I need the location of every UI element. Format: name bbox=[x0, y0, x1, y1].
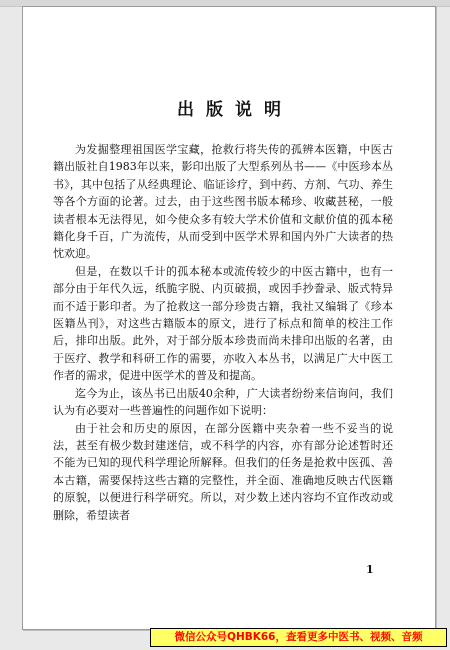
document-page bbox=[22, 6, 436, 630]
body-text bbox=[53, 141, 393, 524]
paragraph: 但是，在数以千计的孤本秘本或流传较少的中医古籍中，也有一部分由于年代久远，纸脆字脱、内页破损，或因手抄誊录、版式特异而不适于影印者。为了抢救这一部分珍贵古籍，我社又编辑了《珍本医籍丛刊》，对这些古籍版本的原文，进行了标点和简单的校注工作后，排印出版。此外，对于部分版本珍贵而尚未排印出版的名著，由于医疗、教学和科研工作的需要，亦收入本丛书，以满足广大中医工作者的需求，促进中医学术的普及和提高。 bbox=[53, 264, 393, 383]
page-number: 1 bbox=[366, 563, 374, 576]
paragraph: 迄今为止，该丛书已出版40余种，广大读者纷纷来信询问，我们认为有必要对一些普遍性的问题作如下说明： bbox=[53, 386, 393, 418]
paragraph: 为发掘整理祖国医学宝藏，抢救行将失传的孤辨本医籍，中医古籍出版社自1983年以来，影印出版了大型系列丛书——《中医珍本丛书》，其中包括了从经典理论、临证诊疗，到中药、方剂、气功、养生等各个方面的论著。过去，由于这些图书版本稀珍、收藏甚秘，一般读者根本无法得见，如今使众多有较大学术价值和文献价值的孤本秘籍化身千百，广为流传，从而受到中医学术界和国内外广大读者的热忱欢迎。 bbox=[53, 143, 393, 261]
page-title: 出版说明 bbox=[177, 100, 293, 120]
watermark-banner: 微信公众号QHBK66，查看更多中医书、视频、音频 bbox=[150, 628, 447, 647]
paragraph: 由于社会和历史的原因，在部分医籍中夹杂着一些不妥当的说法，甚至有极少数封建迷信，或不科学的内容，亦有部分论述暂时还不能为已知的现代科学理论所解释。但我们的任务是抢救中医孤、善本古籍，需要保持这些古籍的完整性，并全面、准确地反映古代医籍的原貌，以便进行科学研究。所以，对少数上述内容均不宜作改动或删除，希望读者 bbox=[53, 421, 393, 522]
